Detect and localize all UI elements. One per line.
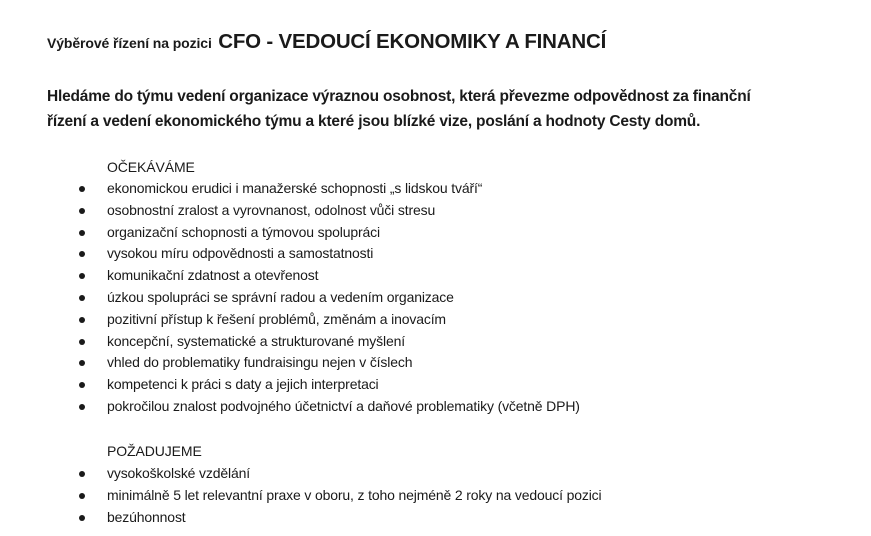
requirements-heading: POŽADUJEME bbox=[107, 443, 202, 459]
job-posting-document: Výběrové řízení na pozici CFO - VEDOUCÍ EKONOMIKY A FINANCÍ Hledáme do týmu vedení organizace výraznou osobnost, která převezme odpovědnost za finanční řízení a vedení ekonomického týmu a které jsou blízké vize, poslání a hodnoty Cesty domů. OČEKÁVÁME ekonomickou erudici i manažerské schopnosti „s lidskou tváří“ osobnostní zralost a vyrovnanost, odolnost vůči stresu organizační schopnosti a týmovou spolupráci vysokou míru odpovědnosti a samostatnosti komunikační zdatnost a otevřenost úzkou spolupráci se správní radou a vedením organizace pozitivní přístup k řešení problémů, změnám a inovacím koncepční, systematické a strukturované myšlení vhled do problematiky fundraisingu nejen v číslech kompetenci k práci s daty a jejich interpretaci pokročilou znalost podvojného účetnictví a daňové problematiky (včetně DPH) POŽADUJEME vysokoškolské vzdělání minimálně 5 let relevantní praxe v oboru, z toho nejméně 2 roky na vedoucí pozici bezúhonnost bbox=[0, 0, 871, 536]
bullet-icon bbox=[79, 295, 85, 301]
expectations-heading: OČEKÁVÁME bbox=[107, 159, 195, 175]
bullet-icon bbox=[79, 471, 85, 477]
bullet-icon bbox=[79, 273, 85, 279]
bullet-icon bbox=[79, 208, 85, 214]
bullet-icon bbox=[79, 230, 85, 236]
title-prefix: Výběrové řízení na pozici bbox=[47, 35, 212, 51]
intro-line: Hledáme do týmu vedení organizace výraznou osobnost, která převezme odpovědnost za finanční bbox=[47, 88, 751, 105]
intro-line: řízení a vedení ekonomického týmu a které jsou blízké vize, poslání a hodnoty Cesty domů. bbox=[47, 113, 701, 130]
bullet-icon bbox=[79, 515, 85, 521]
bullet-icon bbox=[79, 360, 85, 366]
bullet-icon bbox=[79, 339, 85, 345]
bullet-icon bbox=[79, 404, 85, 410]
bullet-icon bbox=[79, 186, 85, 192]
bullet-icon bbox=[79, 251, 85, 257]
intro-paragraph bbox=[47, 84, 837, 134]
bullet-icon bbox=[79, 493, 85, 499]
bullet-icon bbox=[79, 317, 85, 323]
bullet-icon bbox=[79, 382, 85, 388]
page-title bbox=[47, 30, 606, 54]
position-title: CFO - VEDOUCÍ EKONOMIKY A FINANCÍ bbox=[218, 30, 607, 53]
